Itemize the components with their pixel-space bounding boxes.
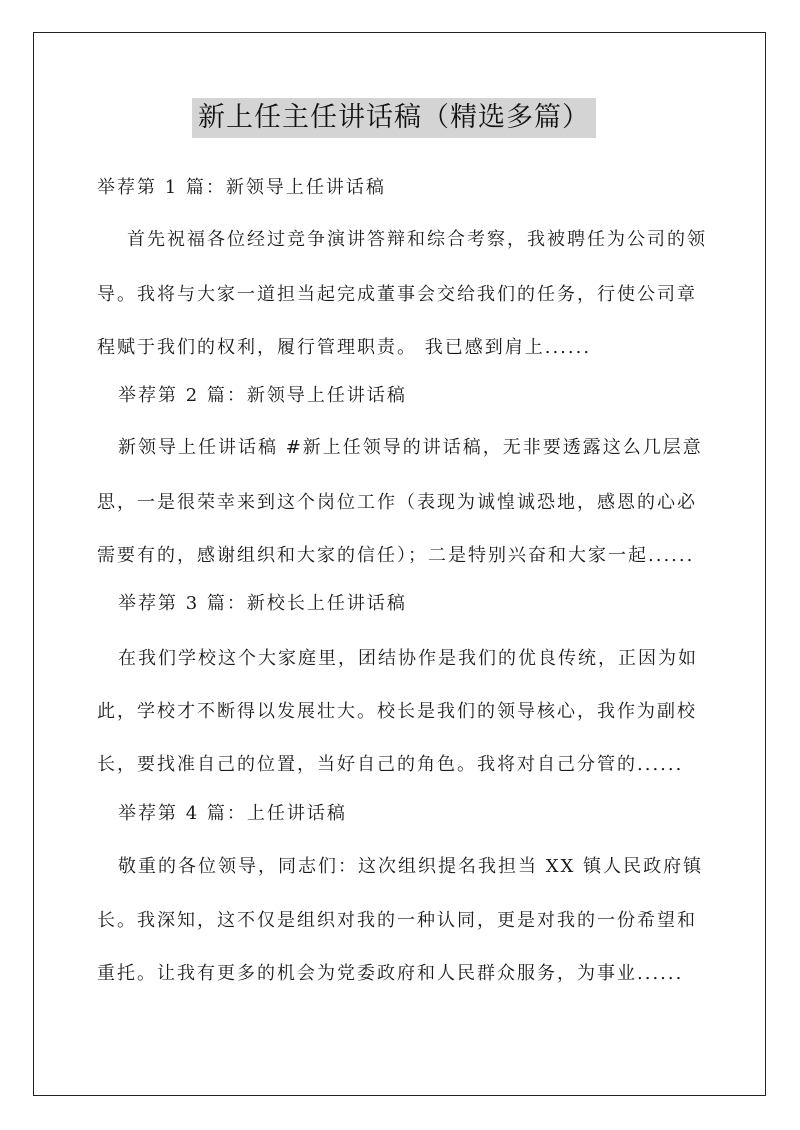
section-4-heading: 举荐第 4 篇：上任讲话稿 xyxy=(118,803,347,824)
document-title: 新上任主任讲话稿（精选多篇） xyxy=(192,98,596,138)
section-2-line-2: 思，一是很荣幸来到这个岗位工作（表现为诚惶诚恐地，感恩的心必 xyxy=(97,492,697,513)
section-2-heading: 举荐第 2 篇：新领导上任讲话稿 xyxy=(118,385,407,406)
section-4-line-2: 长。我深知，这不仅是组织对我的一种认同，更是对我的一份希望和 xyxy=(97,910,697,931)
section-2-line-1: 新领导上任讲话稿 #新上任领导的讲话稿，无非要透露这么几层意 xyxy=(118,437,703,458)
section-4-line-3: 重托。让我有更多的机会为党委政府和人民群众服务，为事业...... xyxy=(97,963,684,984)
section-3-line-1: 在我们学校这个大家庭里，团结协作是我们的优良传统，正因为如 xyxy=(118,648,698,669)
section-4-line-1: 敬重的各位领导，同志们：这次组织提名我担当 XX 镇人民政府镇 xyxy=(118,856,704,877)
section-1-line-3: 程赋于我们的权利，履行管理职责。 我已感到肩上...... xyxy=(97,337,592,358)
section-3-line-3: 长，要找准自己的位置，当好自己的角色。我将对自己分管的...... xyxy=(97,754,684,775)
section-1-line-2: 导。我将与大家一道担当起完成董事会交给我们的任务，行使公司章 xyxy=(97,284,697,305)
section-3-line-2: 此，学校才不断得以发展壮大。校长是我们的领导核心，我作为副校 xyxy=(97,701,697,722)
section-1-line-1: 首先祝福各位经过竞争演讲答辩和综合考察，我被聘任为公司的领 xyxy=(127,229,707,250)
section-2-line-3: 需要有的，感谢组织和大家的信任）；二是特别兴奋和大家一起...... xyxy=(97,545,695,566)
section-1-heading: 举荐第 1 篇：新领导上任讲话稿 xyxy=(97,177,386,198)
section-3-heading: 举荐第 3 篇：新校长上任讲话稿 xyxy=(118,593,407,614)
